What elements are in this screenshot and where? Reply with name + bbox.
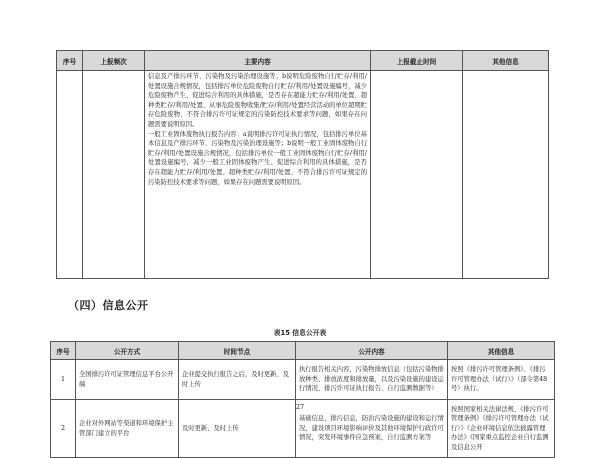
content-paragraph-general-solid-waste: 一般工业固体废物执行报告内容：a说明排污许可证执行情况，包括排污单位基本信息及产排污环节、污染物及污染治理设施等；b说明一般工业固体废物自行贮存/利用/处置设施合规情况，包括排污单位一般工业固体废物自行贮存/利用/处置设施编号，减少一般工业固体废物产生、促进综合利用的具体措施，是否存在超能力贮存/利用/处置、超种类贮存/利用/处置、不符合排污许可证规定的污染防控技术要求等问题，如果存在问题需要说明原因。 xyxy=(148,130,367,186)
content-paragraph-hazardous-waste: 信息及产排污环节、污染物及污染治理设施等；b说明危险废物自行贮存/利用/处置设施合规情况，包括排污单位危险废物自行贮存/利用/处置设施编号，减少危险废物产生、促进综合利用的具体措施，是否存在超能力贮存/利用/处置、超种类贮存/利用/处置、从事危险废物收集/贮存/利用/处置经营活动的单位超期贮存危险废物、不符合排污许可证规定的污染防控技术要求等问题，如果存在问题需要说明原因。 xyxy=(148,73,367,128)
other-info: 按照国家相关法律法规、《排污许可管理条例》《排污许可管理办法（试行）》《企业环境信息依法披露管理办法》《国家重点监控企业自行监测及信息公开 xyxy=(448,400,555,458)
time-node: 及时更新、及时上传 xyxy=(179,400,296,458)
header-deadline: 上报截止时间 xyxy=(371,51,463,71)
disclosure-method: 全国排污许可证管理信息平台公开端 xyxy=(76,360,179,400)
time-node: 企业提交执行报告之后，及时更新、及时上传 xyxy=(179,360,296,400)
page-number: 27 xyxy=(295,403,305,411)
table-row xyxy=(51,360,555,400)
table-15-info-disclosure xyxy=(50,341,555,458)
cell-deadline xyxy=(371,71,463,279)
header-disclosure-content: 公开内容 xyxy=(296,342,448,360)
header-other-info: 其他信息 xyxy=(463,51,549,71)
cell-frequency xyxy=(83,71,145,279)
table-15-caption: 表15 信息公开表 xyxy=(273,329,327,337)
table-14-header-row xyxy=(57,51,549,71)
row-number: 2 xyxy=(51,400,76,458)
disclosure-content: 基础信息，排污信息，防治污染设施的建设和运行情况，建设项目环境影响评价及其他环境保护行政许可情况，突发环境事件应急预案，自行监测方案等 xyxy=(296,400,448,458)
other-info: 按照《排污许可管理条例》、《排污许可管理办法（试行）》（部令第48号）执行。 xyxy=(448,360,555,400)
header-other-info: 其他信息 xyxy=(448,342,555,360)
header-frequency: 上报频次 xyxy=(83,51,145,71)
header-time-node: 时间节点 xyxy=(179,342,296,360)
section-title: （四）信息公开 xyxy=(68,299,149,312)
table-15-header-row xyxy=(51,342,555,360)
table-14-row xyxy=(57,71,549,279)
cell-other-info xyxy=(463,71,549,279)
disclosure-method: 企业对外网站等渠道和环境保护主管部门建立的平台 xyxy=(76,400,179,458)
header-disclosure-method: 公开方式 xyxy=(76,342,179,360)
cell-seq xyxy=(57,71,83,279)
disclosure-content: 执行报告相关内容，污染物排放信息（包括污染物排放种类、排放浓度和排放量，以及污染设施的建设运行情况、排污许可证执行报告、自行监测数据等） xyxy=(296,360,448,400)
cell-main-content xyxy=(145,71,371,279)
header-main-content: 主要内容 xyxy=(145,51,371,71)
header-seq: 序号 xyxy=(57,51,83,71)
row-number: 1 xyxy=(51,360,76,400)
table-14-continued xyxy=(56,50,549,279)
header-seq: 序号 xyxy=(51,342,76,360)
